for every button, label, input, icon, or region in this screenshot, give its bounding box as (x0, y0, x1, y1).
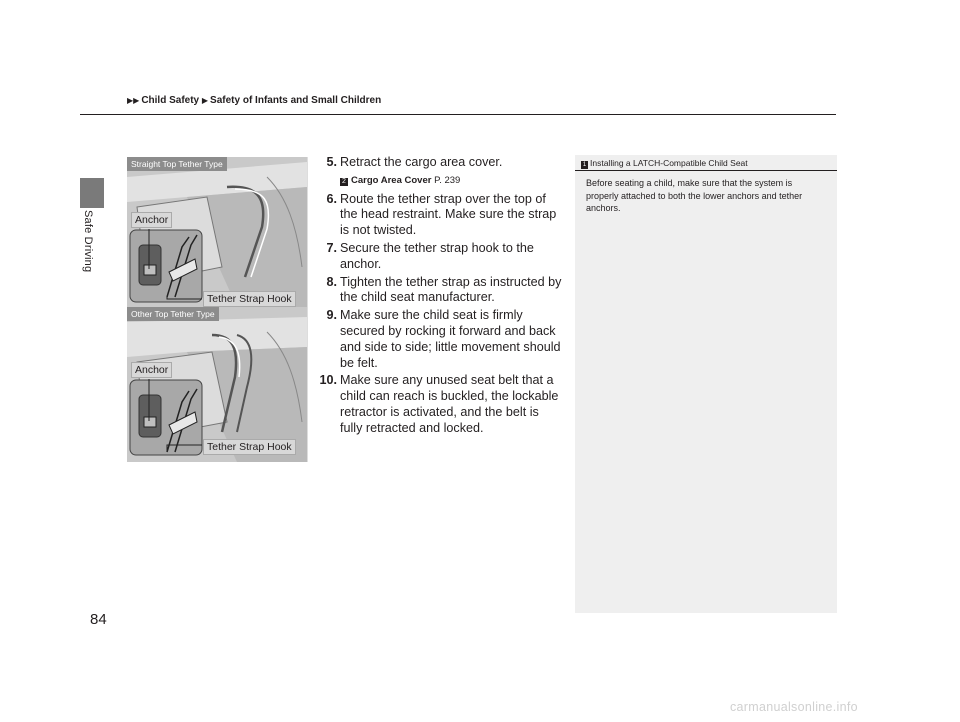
step-item (312, 192, 562, 239)
step-text: Retract the cargo area cover. (340, 155, 503, 169)
step-item (312, 373, 562, 436)
reference-arrow-icon: 2 (340, 178, 348, 186)
breadcrumb-item[interactable]: Safety of Infants and Small Children (210, 95, 382, 106)
note-marker-icon: 1 (582, 162, 587, 168)
step-number: 7. (326, 240, 337, 255)
step-item (312, 275, 562, 307)
breadcrumb-arrow-icon: ▶ (201, 96, 209, 105)
side-note (575, 155, 837, 613)
breadcrumb-arrow-icon: ▶▶ (127, 96, 140, 105)
tether-hook-callout: Tether Strap Hook (203, 439, 296, 455)
step-item (312, 155, 562, 171)
anchor-callout: Anchor (131, 362, 172, 378)
step-text: Make sure the child seat is firmly secured by rocking it forward and back and side to side; little movement should be felt. (340, 308, 561, 370)
step-text: Secure the tether strap hook to the anchor. (340, 240, 534, 271)
watermark: carmanualsonline.info (730, 700, 858, 714)
page-number: 84 (90, 611, 107, 628)
anchor-callout: Anchor (131, 212, 172, 228)
note-text: Before seating a child, make sure that the system is properly attached to both the lower anchors and tether anchors. (586, 178, 803, 213)
figure-title: Other Top Tether Type (127, 307, 219, 321)
breadcrumb-item[interactable]: Child Safety (141, 95, 200, 106)
step-item (312, 308, 562, 371)
step-text: Tighten the tether strap as instructed by the child seat manufacturer. (340, 274, 562, 305)
header-rule (80, 114, 836, 115)
note-rule (575, 170, 837, 171)
tether-hook-callout: Tether Strap Hook (203, 291, 296, 307)
note-title-text: Installing a LATCH-Compatible Child Seat (590, 158, 748, 168)
figure-other-tether (127, 307, 308, 462)
step-text: Route the tether strap over the top of the head restraint. Make sure the strap is not twisted. (340, 191, 557, 238)
cargo-tether-illustration (127, 157, 307, 307)
step-number: 10. (319, 373, 337, 388)
step-number: 8. (326, 274, 337, 289)
instruction-steps (312, 155, 562, 439)
step-number: 9. (326, 308, 337, 323)
note-title (581, 158, 748, 169)
section-tab (80, 178, 104, 208)
step-number: 5. (326, 155, 337, 169)
breadcrumb (127, 95, 381, 106)
step-item (312, 241, 562, 273)
cross-reference[interactable] (312, 173, 562, 189)
figure-title: Straight Top Tether Type (127, 157, 227, 171)
step-number: 6. (326, 191, 337, 206)
reference-title[interactable]: Cargo Area Cover (351, 174, 432, 186)
step-text: Make sure any unused seat belt that a child can reach is buckled, the lockable retractor is activated, and the belt is fully retracted and locked. (340, 373, 559, 435)
section-label: Safe Driving (82, 210, 94, 273)
reference-page[interactable]: P. 239 (434, 174, 461, 186)
figure-straight-tether (127, 157, 308, 307)
